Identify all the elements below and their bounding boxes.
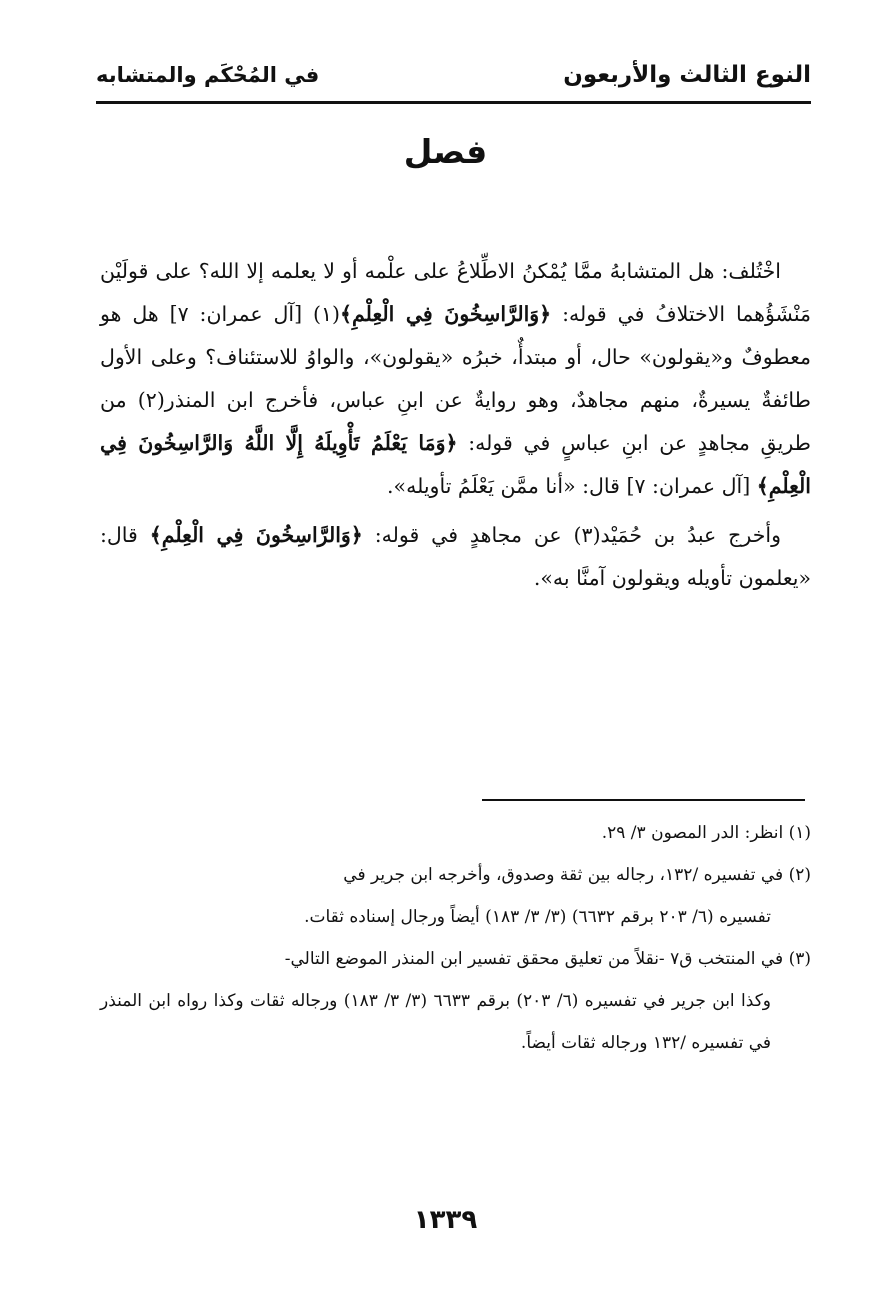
paragraph-1 (100, 250, 811, 508)
footnote-2-continuation: تفسيره (٦/ ٢٠٣ برقم ٦٦٣٢) (٣/ ٣/ ١٨٣) أيضاً ورجال إسناده ثقات. (304, 907, 771, 927)
page-number: ١٣٣٩ (413, 1205, 478, 1235)
footnote-3-text: (٣) في المنتخب ق٧ -نقلاً من تعليق محقق تفسير ابن المنذر الموضع التالي- (284, 949, 811, 969)
footnote-2-text: (٢) في تفسيره /١٣٢، رجاله بين ثقة وصدوق، وأخرجه ابن جرير في (343, 865, 811, 885)
header-divider (96, 101, 811, 104)
paragraph-1-text-c: [آل عمران: ٧] قال: «أنا ممَّن يَعْلَمُ تأويله». (387, 474, 757, 498)
footnote-1-text: (١) انظر: الدر المصون ٣/ ٢٩. (601, 823, 811, 843)
footnote-3 (100, 938, 811, 980)
header-chapter-title: النوع الثالث والأربعون (563, 62, 811, 88)
main-text (100, 250, 811, 600)
quran-quote: ﴿وَالرَّاسِخُونَ فِي الْعِلْمِ﴾ (149, 523, 363, 547)
header-topic-title: في المُحْكَم والمتشابه (96, 63, 320, 87)
paragraph-2-text-b: قال: «يعلمون تأويله ويقولون آمنَّا به». (100, 523, 811, 590)
footnote-separator (482, 799, 805, 801)
quran-quote: ﴿وَمَا يَعْلَمُ تَأْوِيلَهُ إِلَّا اللَّهُ وَالرَّاسِخُونَ فِي الْعِلْمِ﴾ (100, 431, 811, 498)
paragraph-2 (100, 514, 811, 600)
paragraph-2-text-a: وأخرج عبدُ بن حُمَيْد(٣) عن مجاهدٍ في قوله: (362, 523, 781, 547)
paragraph-1-text-a: اخْتُلف: هل المتشابهُ ممَّا يُمْكنُ الاطِّلاعُ على علْمه أو لا يعلمه إلا الله؟ على قولَيْن مَنْشَؤُهما الاختلافُ في قوله: (100, 259, 811, 326)
quran-quote: ﴿وَالرَّاسِخُونَ فِي الْعِلْمِ﴾ (340, 302, 552, 326)
paragraph-1-text-b: (١) [آل عمران: ٧] هل هو معطوفٌ و«يقولون» حال، أو مبتدأٌ، خبرُه «يقولون»، والواوُ للاستئناف؟ وعلى الأول طائفةٌ يسيرةٌ، منهم مجاهدٌ، وهو روايةٌ عن ابنِ عباس، فأخرج ابن المنذر(٢) من طريقِ مجاهدٍ عن ابنِ عباسٍ في قوله: (100, 302, 811, 455)
footnote-1 (100, 812, 811, 854)
footnote-3-continuation: وكذا ابن جرير في تفسيره (٦/ ٢٠٣) برقم ٦٦٣٣ (٣/ ٣/ ١٨٣) ورجاله ثقات وكذا رواه ابن المنذر في تفسيره /١٣٢ ورجاله ثقات أيضاً. (100, 991, 772, 1053)
section-title: فصل (403, 132, 488, 171)
running-header (96, 55, 811, 95)
footnotes (100, 812, 811, 1064)
footnote-2 (100, 854, 811, 896)
